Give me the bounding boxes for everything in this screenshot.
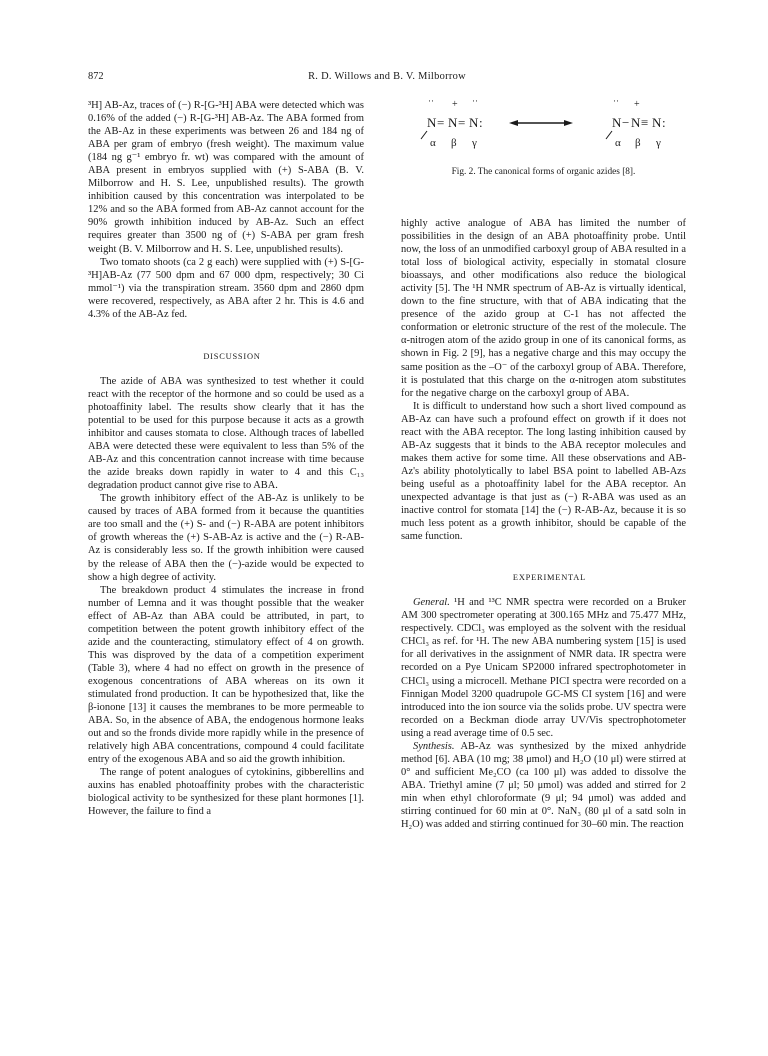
lone-pair-dots: ·· [472, 99, 478, 106]
paragraph: The growth inhibitory effect of the AB-Az is unlikely to be caused by traces of ABA formed from it because the quantities are too small and the (+) S- and (−) R-ABA are potent inhibitors of growth whereas the (+) S-AB-Az is active and the (−) R-AB-Az is considerably less so. If the growth inhibition were caused by the release of ABA then the (−)-azide would be expected to show a high degree of activity. [88, 493, 364, 583]
azide-canonical-forms-diagram [401, 99, 686, 165]
beta-label: β [451, 137, 457, 149]
paragraph-text: AB-Az was synthesized by the mixed anhydride method [6]. ABA (10 mg; 38 μmol) and H₂O (10 μl) were stirred at 0° and sufficient Me₂CO (ca 100 μl) was added to dissolve the ABA. Triethyl amine (7 μl; 50 μmol) was added and stirred for 2 min when ethyl chloroformate (9 μl; 94 μmol) was added and stirring continued for 60 min at 0°. NaN₃ (80 μl of a satd soln in H₂O) was added and stirring continued for 30–60 min. The reaction [401, 740, 686, 831]
section-heading-discussion: DISCUSSION [203, 351, 261, 361]
nitrogen-atom: N [631, 115, 641, 130]
nitrogen-atom: N [427, 115, 437, 130]
alpha-label: α [615, 137, 621, 149]
nitrogen-atom: N [652, 115, 662, 130]
section-heading-experimental: EXPERIMENTAL [512, 573, 587, 583]
right-column [401, 99, 686, 831]
double-bond: = [437, 115, 445, 130]
running-head: R. D. Willows and B. V. Milborrow [308, 71, 466, 82]
lone-pair-colon: : [662, 115, 666, 130]
lone-pair-dots: ·· [428, 99, 434, 106]
paragraph: Two tomato shoots (ca 2 g each) were supplied with (+) S-[G-³H]AB-Az (77 500 dpm and 67 000 dpm, respectively; 30 Ci mmol⁻¹) via the transpiration stream. 3560 dpm and 2860 dpm were recovered, respectively, as ABA after 2 hr. This is 4.6 and 4.3% of the AB-Az fed. [88, 256, 364, 320]
paragraph: ³H] AB-Az, traces of (−) R-[G-³H] ABA were detected which was 0.16% of the added (−) R-[G-³H] AB-Az. The ABA formed from the AB-Az in these experiments was between 26 and 184 ng of ABA per gram of embryo (fresh weight). The maximum value (184 ng g⁻¹ embryo fr. wt) was compared with the amount of ABA present in embryos supplied with (+) S-ABA (B. V. Milborrow and H. S. Lee, unpublished results). The growth inhibition caused by this concentration was interpolated to be 12% and so the ABA formed from AB-Az cannot account for the 90% growth inhibition induced by AB-Az. Such an effect requires greater than 3500 ng of (+) S-ABA per gram fresh weight (B. V. Milborrow and H. S. Lee, unpublished results). [88, 100, 364, 255]
alpha-label: α [430, 137, 436, 149]
run-in-heading: Synthesis. [413, 740, 455, 752]
nitrogen-atom: N [612, 115, 622, 130]
positive-charge: + [452, 99, 458, 110]
beta-label: β [635, 137, 641, 149]
substituent-bond [606, 131, 612, 139]
paragraph: The breakdown product 4 stimulates the increase in frond number of Lemna and it was thought possible that the weaker effect of AB-Az than ABA could be attributed, in part, to competition between the potent growth inhibitory effect of the azide and the counteracting, stimulatory effect of 4 on growth. This was disproved by the data of a competition experiment (Table 3), where 4 had no effect on growth in the presence of exogenous concentrations of ABA whereas on its own it stimulated frond production. It can be hypothesized that, like the β-ionone [13] it causes the membranes to be more permeable to ABA. So, in the absence of ABA, the endogenous hormone leaks out and so the fronds divide more rapidly while in the presence of relatively high ABA concentrations, compound 4 could facilitate entry of the exogenous ABA and so aid the growth inhibition. [88, 584, 364, 766]
triple-bond: ≡ [641, 115, 649, 130]
gamma-label: γ [472, 137, 477, 149]
run-in-heading: General. [413, 597, 450, 609]
paragraph: It is difficult to understand how such a short lived compound as AB-Az can have such a profound effect on growth if it does not react with the ABA receptor. The long lasting inhibition caused by AB-Az suggests that it binds to the ABA receptor molecules and makes them active for some time. All these observations and AB-Az's ability photolytically to label BSA point to labelled AB-Azs being useful as a photoaffinity label for the ABA receptor. An unexpected advantage is that just as (−) R-ABA was used as an inactive control for stomata [14] the (−) R-AB-Az, because it is so much less potent as a growth inhibitor, should be capable of the same function. [401, 400, 686, 543]
figure-2 [401, 99, 686, 217]
positive-charge: + [634, 99, 640, 110]
paragraph: highly active analogue of ABA has limited the number of possibilities in the design of an ABA photoaffinity probe. Until now, the loss of an unmodified carboxyl group of ABA resulted in a total loss of biological activity, especially in stomatal closure bioassays, and other modifications also reduce the biological activity [5]. The ¹H NMR spectrum of AB-Az is virtually identical, down to the fine structure, with that of ABA indicating that the presence of the azido group at C-1 has not affected the conformation or eletronic structure of the rest of the molecule. The α-nitrogen atom of the azido group in one of its canonical forms, as shown in Fig. 2 [9], has a negative charge and this may occupy the same position as the –O⁻ of the carboxyl group of ABA. Therefore, it is postulated that this charge on the α-nitrogen atom substitutes for the negative charge on the carboxyl group of ABA. [401, 218, 686, 399]
paragraph: The range of potent analogues of cytokinins, gibberellins and auxins has enabled photoaffinity probes with the characteristic biological activity to be synthesized for these plant hormones [1]. However, the failure to find a [88, 767, 364, 818]
paragraph: The azide of ABA was synthesized to test whether it could react with the receptor of the hormone and so could be used as a photoaffinity label. The results show clearly that it has the potential to be used for this purpose because it acts as a growth inhibitor and causes stomata to close. Although traces of labelled ABA were detected these were equivalent to less than 5% of the AB-Az and this concentration cannot increase with time because the azide breaks down rapidly in water to 4 and this C₁₃ degradation product cannot give rise to ABA. [88, 375, 364, 492]
double-bond: = [458, 115, 466, 130]
figure-caption: Fig. 2. The canonical forms of organic azides [8]. [451, 167, 636, 177]
paragraph [401, 740, 686, 831]
single-bond: − [622, 115, 630, 130]
substituent-bond [421, 131, 427, 139]
lone-pair-dots: ·· [613, 99, 619, 106]
left-column [88, 99, 364, 818]
nitrogen-atom: N [448, 115, 458, 130]
gamma-label: γ [656, 137, 661, 149]
paragraph [401, 596, 686, 740]
resonance-arrow-icon [509, 120, 573, 126]
paragraph-text: ¹H and ¹³C NMR spectra were recorded on a Bruker AM 300 spectrometer operating at 300.165 MHz and 75.477 MHz, respectively. CDCl₃ was employed as the solvent with the residual CHCl₃ as ref. for ¹H. The new ABA numbering system [15] is used for all derivatives in the assignment of NMR data. IR spectra were recorded on a Pye Unicam SP2000 infrared spectrophotometer in CHCl₃ using a microcell. Methane PICI spectra were recorded on a Finnigan Model 3200 quadrupole GC-MS CI system [16] and were introduced into the ion source via the solids probe. UV spectra were recorded on a Beckman diode array UV/Vis spectrophotometer using a read average time of 0.5 sec. [401, 597, 686, 739]
lone-pair-colon: : [479, 115, 483, 130]
page-number: 872 [88, 71, 104, 82]
page-header [88, 71, 686, 87]
nitrogen-atom: N [469, 115, 479, 130]
